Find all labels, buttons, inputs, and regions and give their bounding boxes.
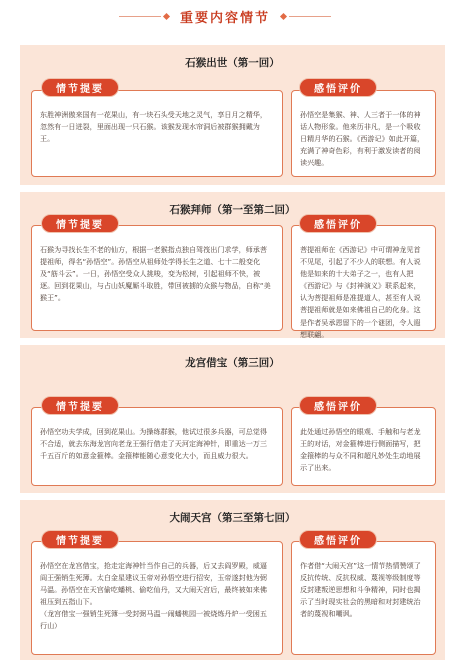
page-title: 重要内容情节 [179, 10, 270, 26]
comment-box [291, 225, 436, 339]
plot-summary-text: 东胜神洲傲来国有一花果山，有一块石头受天地之灵气，享日月之精华，忽然有一日迸裂，里面出现一只石猴。该猴发现水帘洞后被群猴拥戴为王。 [40, 110, 267, 144]
comment-tag: 感悟评价 [299, 214, 377, 233]
header-right-ornament [278, 14, 331, 19]
comment-tag: 感悟评价 [299, 78, 377, 97]
plot-summary-tag: 情节提要 [41, 214, 119, 233]
comment-box [291, 541, 436, 655]
plot-summary-box [31, 541, 283, 655]
plot-summary-box [31, 225, 283, 331]
section-havoc-in-heaven [20, 500, 445, 660]
section-title: 石猴拜师（第一至第二回） [169, 204, 296, 216]
comment-text: 作者借“大闹天宫”这一情节热情赞颂了反抗传统、反抗权威、蔑视等级制度等反封建叛逆思想和斗争精神，同时也揭示了当时现实社会的黑暗和对封建统治者的蔑视和嘲讽。 [300, 561, 421, 619]
plot-summary-box [31, 407, 283, 486]
header [0, 2, 450, 30]
plot-summary-tag: 情节提要 [41, 78, 119, 97]
plot-summary-text: 石猴为寻找长生不老的仙方，根据一老猴指点独自驾筏出门求学，师承菩提祖师，得名“孙悟空”。孙悟空从祖师处学得长生之道、七十二般变化及“筋斗云”。一日，孙悟空受众人挑唆，变为松树，引起祖师不快，被逐。回到花果山，与占山妖魔厮斗取胜，带回被掳的众猴与物品，自称“美猴王”。 [40, 245, 271, 303]
comment-box [291, 407, 436, 486]
section-title: 石猴出世（第一回） [185, 57, 280, 69]
section-title: 大闹天宫（第三至第七回） [169, 512, 296, 524]
comment-box [291, 90, 436, 177]
plot-summary-tag: 情节提要 [41, 530, 119, 549]
comment-tag: 感悟评价 [299, 530, 377, 549]
section-title: 龙宫借宝（第三回） [185, 357, 280, 369]
plot-summary-text: 孙悟空功夫学成，回到花果山。为操练群猴，他试过很多兵器，可总觉得不合适，就去东海龙宫向老龙王强行借走了天河定海神针，即重达一万三千五百斤的如意金箍棒。金箍棒能随心意变化大小，而且威力很大。 [40, 427, 267, 461]
comment-tag: 感悟评价 [299, 396, 377, 415]
plot-summary-box [31, 90, 283, 177]
section-stone-monkey-birth [20, 45, 445, 185]
plot-summary-text: 孙悟空在龙宫借宝，抢走定海神针当作自己的兵器，后又去阎罗殿，威逼阎王强销生死簿。太白金星建议玉帝对孙悟空进行招安，玉帝遂封他为弼马温。孙悟空在天宫偷吃蟠桃、偷吃仙丹，又大闹天宫后，最终被如来佛祖压到五指山下。 （龙宫借宝一强销生死簿一受封弼马温一闹蟠桃园一被烧炼丹炉一受困五行山） [40, 561, 267, 631]
plot-summary-tag: 情节提要 [41, 396, 119, 415]
header-left-ornament [119, 14, 172, 19]
comment-text: 孙悟空是集猴、神、人三者于一体的神话人物形象。他来历非凡，是一个吸收日精月华的石猴。《西游记》如此开篇，充满了神奇色彩，有利于激发读者的阅读兴趣。 [300, 110, 425, 168]
section-monkey-apprentice [20, 192, 445, 338]
section-dragon-palace [20, 345, 445, 493]
comment-text: 此处通过孙悟空的眼观、手触和与老龙王的对话，对金箍棒进行侧面描写，把金箍棒的与众不同和超凡妙处生动地展示了出来。 [300, 427, 421, 473]
comment-text: 菩提祖师在《西游记》中可谓神龙见首不见尾，引起了不少人的联想。有人说他是如来的十大弟子之一，也有人把《西游记》与《封神演义》联系起来，认为菩提祖师是准提道人，甚至有人说菩提祖师就是如来佛祖自己的化身。这是作者吴承恩留下的一个谜团，令人遐想联翩。 [300, 245, 421, 339]
